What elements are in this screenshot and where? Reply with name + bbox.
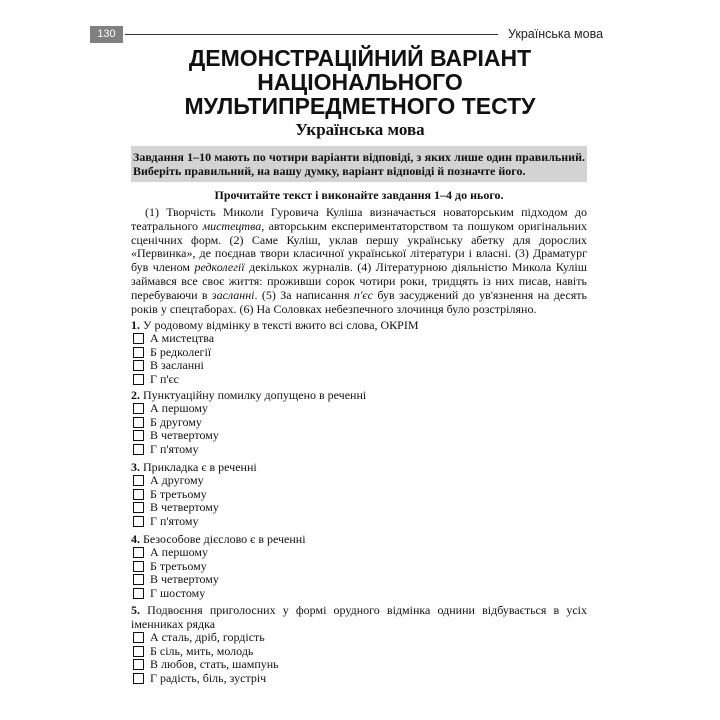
answer-option[interactable] (133, 587, 587, 601)
question-text: Подвоєння приголосних у формі орудного відмінка однини відбувається в усіх іменниках рядка (131, 603, 588, 631)
question-stem (131, 460, 587, 474)
answer-option[interactable] (133, 631, 587, 645)
answer-option[interactable] (133, 645, 587, 659)
question-1 (131, 318, 587, 386)
option-label: А першому (150, 545, 209, 559)
option-label: Г шостому (150, 585, 206, 600)
answer-options (131, 402, 587, 456)
passage-text: декількох журналів. (4) Літературною діяльністю Микола Куліш займався все своє життя: проживши сорок чотири роки, тридцять із них писав, навіть перебуваючи в (131, 260, 587, 302)
question-number: 4. (131, 532, 140, 546)
question-3 (131, 460, 587, 528)
checkbox[interactable] (133, 430, 144, 441)
answer-option[interactable] (133, 474, 587, 488)
answer-option[interactable] (133, 488, 587, 502)
passage-text: був засуджений до ув'язнення на десять років у спецтаборах. (6) На Соловках небезпечного злочинця було розстріляно. (131, 287, 588, 316)
page-title (100, 46, 620, 118)
text-task-heading: Прочитайте текст і виконайте завдання 1–4 до нього. (214, 188, 504, 202)
checkbox[interactable] (133, 502, 144, 513)
answer-option[interactable] (133, 359, 587, 373)
reading-passage (131, 206, 587, 316)
option-label: Г п'ятому (150, 513, 199, 528)
question-text: Безособове дієслово є в реченні (143, 532, 306, 546)
passage-italic-word: п'єс (353, 287, 373, 302)
option-label: Б редколегії (150, 344, 212, 359)
checkbox[interactable] (133, 516, 144, 527)
checkbox[interactable] (133, 360, 144, 371)
option-label: А мистецтва (150, 331, 215, 345)
option-label: В любов, стать, шампунь (150, 657, 279, 671)
answer-options (131, 474, 587, 528)
passage-text: (1) Творчість Миколи Гуровича Куліша визначається новаторським підходом до театрального (131, 205, 587, 233)
instruction-box: Завдання 1–10 мають по чотири варіанти відповіді, з яких лише один правильний. Виберіть правильний, на вашу думку, варіант відповіді й позначте його. (131, 146, 587, 182)
option-label: Б третьому (150, 558, 207, 573)
checkbox[interactable] (133, 646, 144, 657)
subject-heading: Українська мова (295, 120, 425, 139)
question-number: 2. (131, 388, 140, 402)
checkbox[interactable] (133, 444, 144, 455)
question-5 (131, 603, 587, 685)
question-4 (131, 532, 587, 600)
passage-text: . (5) За написання (254, 287, 354, 302)
option-label: А другому (150, 473, 204, 487)
option-label: В четвертому (150, 572, 219, 586)
checkbox[interactable] (133, 632, 144, 643)
question-text: Прикладка є в реченні (143, 460, 257, 474)
title-line-2: НАЦІОНАЛЬНОГО (257, 69, 463, 95)
option-label: Б третьому (150, 486, 207, 501)
question-text: Пунктуаційну помилку допущено в реченні (143, 388, 367, 402)
question-number: 1. (131, 318, 140, 332)
answer-option[interactable] (133, 501, 587, 515)
answer-option[interactable] (133, 373, 587, 387)
question-number: 3. (131, 460, 140, 474)
question-2 (131, 388, 587, 456)
question-stem (131, 603, 587, 631)
option-label: В четвертому (150, 500, 219, 514)
checkbox[interactable] (133, 403, 144, 414)
option-label: А першому (150, 401, 209, 415)
checkbox[interactable] (133, 374, 144, 385)
answer-option[interactable] (133, 573, 587, 587)
page-number: 130 (90, 26, 123, 43)
question-stem (131, 532, 587, 546)
answer-options (131, 546, 587, 600)
answer-option[interactable] (133, 429, 587, 443)
checkbox[interactable] (133, 347, 144, 358)
option-label: А сталь, дріб, гордість (150, 630, 265, 644)
question-stem (131, 388, 587, 402)
answer-options (131, 332, 587, 386)
header-rule (125, 34, 498, 35)
checkbox[interactable] (133, 574, 144, 585)
checkbox[interactable] (133, 475, 144, 486)
question-number: 5. (131, 603, 140, 617)
answer-option[interactable] (133, 443, 587, 457)
option-label: В засланні (150, 358, 204, 372)
checkbox[interactable] (133, 588, 144, 599)
title-line-3: МУЛЬТИПРЕДМЕТНОГО ТЕСТУ (184, 93, 536, 119)
answer-option[interactable] (133, 332, 587, 346)
answer-options (131, 631, 587, 685)
question-text: У родовому відмінку в тексті вжито всі слова, ОКРІМ (143, 318, 419, 332)
answer-option[interactable] (133, 546, 587, 560)
option-label: Г п'ятому (150, 441, 199, 456)
answer-option[interactable] (133, 346, 587, 360)
passage-italic-word: редколегії (194, 260, 245, 275)
title-line-1: ДЕМОНСТРАЦІЙНИЙ ВАРІАНТ (188, 45, 532, 71)
running-head: Українська мова (508, 27, 604, 41)
option-label: Б сіль, мить, молодь (150, 643, 254, 658)
passage-italic-word: засланні (211, 287, 255, 302)
answer-option[interactable] (133, 658, 587, 672)
checkbox[interactable] (133, 561, 144, 572)
checkbox[interactable] (133, 333, 144, 344)
answer-option[interactable] (133, 515, 587, 529)
answer-option[interactable] (133, 402, 587, 416)
checkbox[interactable] (133, 673, 144, 684)
option-label: Г радість, біль, зустріч (150, 670, 267, 685)
checkbox[interactable] (133, 659, 144, 670)
passage-text: , авторським експериментаторством та пошуком оригінальних сценічних форм. (2) Саме Куліш, уклав першу українську абетку для дорослих «Первинка», де поєднав твори класичної української літератури і власні. (3) Драматург був членом (131, 218, 587, 275)
checkbox[interactable] (133, 489, 144, 500)
passage-italic-word: мистецтва (202, 218, 262, 233)
answer-option[interactable] (133, 416, 587, 430)
option-label: В четвертому (150, 428, 219, 442)
option-label: Б другому (150, 414, 202, 429)
option-label: Г п'єс (150, 371, 179, 386)
checkbox[interactable] (133, 547, 144, 558)
answer-option[interactable] (133, 672, 587, 686)
question-stem (131, 318, 587, 332)
checkbox[interactable] (133, 417, 144, 428)
answer-option[interactable] (133, 560, 587, 574)
